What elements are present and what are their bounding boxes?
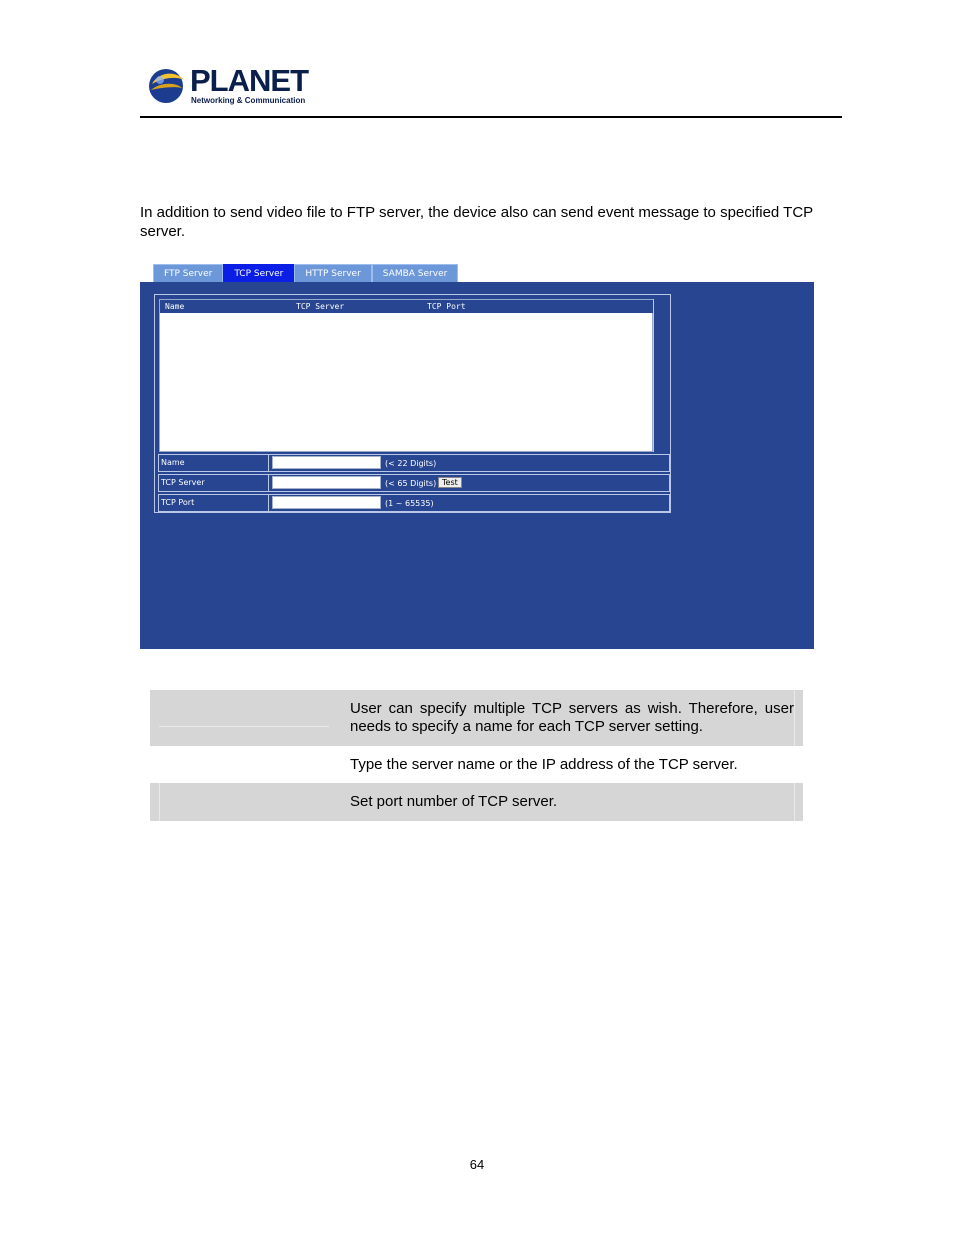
list-header bbox=[160, 300, 654, 313]
header-divider bbox=[140, 116, 842, 118]
desc-tcp-port-text: Set port number of TCP server. bbox=[350, 793, 558, 810]
tcp-port-label: TCP Port bbox=[159, 495, 269, 511]
brand-name: PLANET bbox=[190, 63, 308, 98]
server-tabs bbox=[153, 264, 458, 282]
tcp-server-input[interactable] bbox=[272, 476, 381, 489]
desc-row-name bbox=[150, 690, 803, 746]
tcp-server-label: TCP Server bbox=[159, 475, 269, 491]
desc-row-tcp-server bbox=[150, 746, 803, 783]
tab-ftp-server[interactable]: FTP Server bbox=[153, 264, 223, 282]
tcp-server-list[interactable] bbox=[159, 299, 653, 452]
tcp-port-input[interactable] bbox=[272, 496, 381, 509]
tcp-server-row bbox=[158, 474, 670, 492]
test-button[interactable]: Test bbox=[438, 477, 462, 488]
name-label: Name bbox=[159, 455, 269, 471]
tcp-port-hint: (1 ~ 65535) bbox=[385, 499, 434, 508]
intro-paragraph: In addition to send video file to FTP server, the device also can send event message to specified TCP server. bbox=[140, 204, 813, 240]
tab-tcp-server[interactable]: TCP Server bbox=[223, 264, 294, 282]
planet-logo bbox=[146, 64, 306, 108]
tab-http-server[interactable]: HTTP Server bbox=[294, 264, 371, 282]
desc-name-text: User can specify multiple TCP servers as wish. Therefore, user needs to specify a name for each TCP server setting. bbox=[350, 700, 794, 735]
column-tcp-port: TCP Port bbox=[427, 302, 466, 311]
column-tcp-server: TCP Server bbox=[296, 302, 345, 311]
name-hint: (< 22 Digits) bbox=[385, 459, 437, 468]
globe-icon bbox=[146, 64, 188, 106]
name-input[interactable] bbox=[272, 456, 381, 469]
tcp-server-hint: (< 65 Digits) bbox=[385, 479, 437, 488]
name-row bbox=[158, 454, 670, 472]
brand-tagline: Networking & Communication bbox=[191, 96, 306, 105]
desc-row-tcp-port bbox=[150, 783, 803, 821]
list-scrollbar[interactable] bbox=[653, 299, 668, 452]
tcp-port-row bbox=[158, 494, 670, 512]
tcp-server-panel bbox=[140, 282, 814, 649]
tab-samba-server[interactable]: SAMBA Server bbox=[372, 264, 459, 282]
desc-tcp-server-text: Type the server name or the IP address of the TCP server. bbox=[350, 756, 738, 773]
column-name: Name bbox=[165, 302, 185, 311]
page-number: 64 bbox=[469, 1157, 485, 1172]
